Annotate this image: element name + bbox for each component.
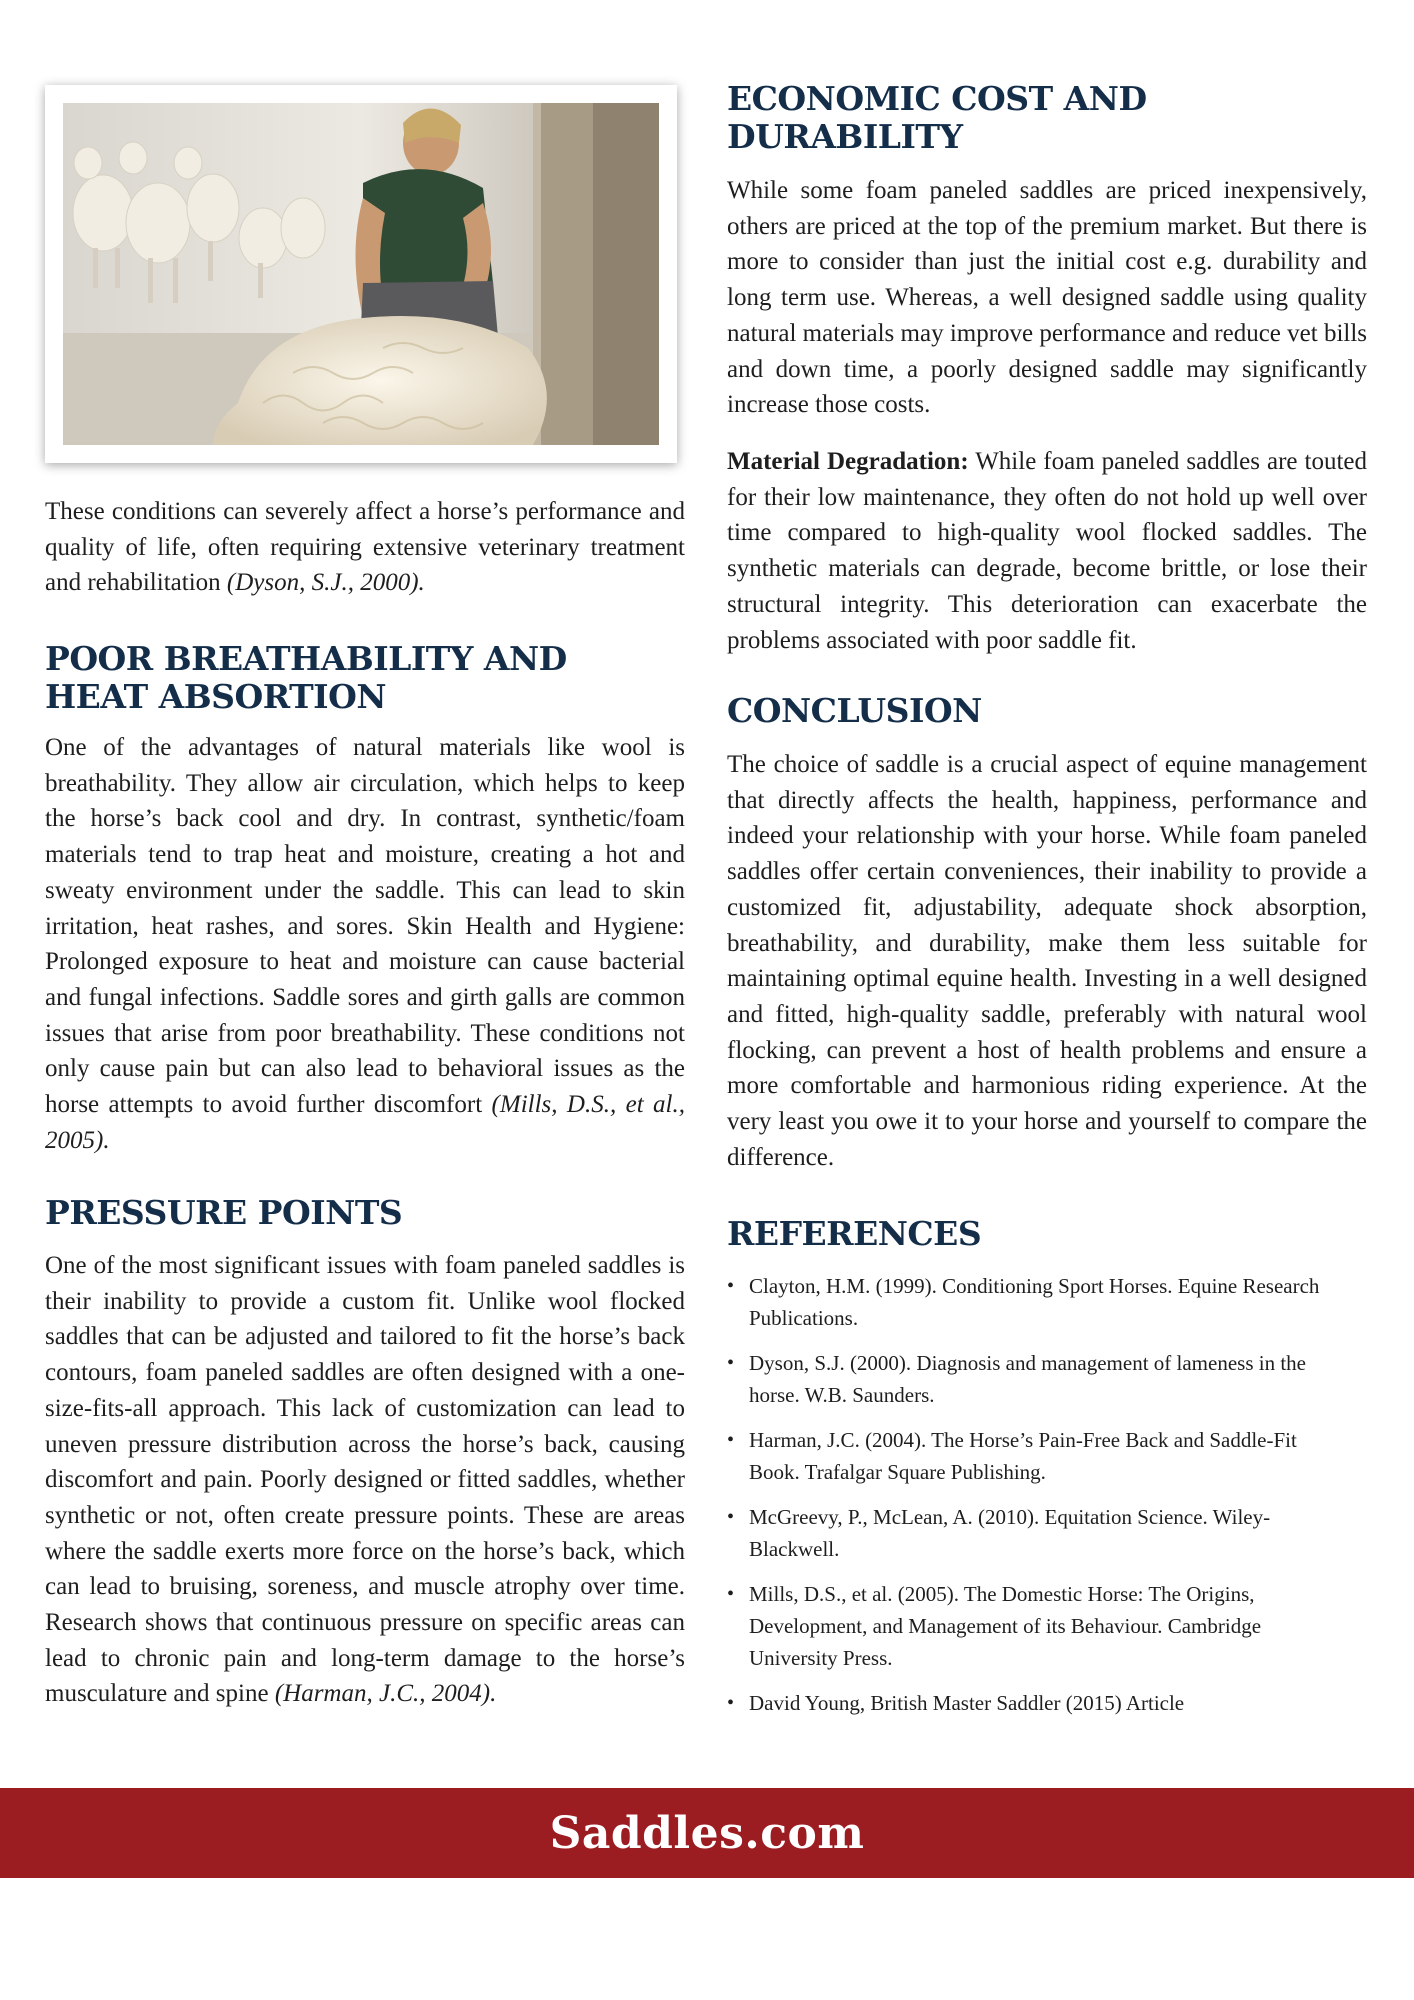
photo-frame (45, 85, 677, 463)
pressure-paragraph (45, 1248, 685, 1712)
reference-item: • Dyson, S.J. (2000). Diagnosis and management of lameness in the horse. W.B. Saunders. (727, 1347, 1327, 1411)
heading-references: REFERENCES (727, 1214, 982, 1253)
footer-brand[interactable]: Saddles.com (549, 1807, 865, 1859)
heading-economic-line2: DURABILITY (727, 117, 963, 156)
breathability-citation: (Mills, D.S., et al., 2005). (45, 1091, 685, 1154)
intro-text: These conditions can severely affect a horse’s performance and quality of life, often requiring extensive veterinary treatment and rehabilitation (45, 498, 685, 597)
wool-shearing-photo (63, 103, 659, 445)
economic-paragraph: While some foam paneled saddles are priced inexpensively, others are priced at the top of the premium market. But there is more to consider than just the initial cost e.g. durability and long term use. Whereas, a well designed saddle using quality natural materials may improve performance and reduce vet bills and down time, a poorly designed saddle may significantly increase those costs. (727, 177, 1368, 419)
intro-citation: (Dyson, S.J., 2000). (226, 569, 425, 597)
reference-item: • McGreevy, P., McLean, A. (2010). Equitation Science. Wiley-Blackwell. (727, 1501, 1327, 1565)
references-list (727, 1270, 1327, 1732)
heading-economic-line1: ECONOMIC COST AND (727, 79, 1147, 118)
footer-bar (0, 1788, 1414, 1878)
heading-breathability (45, 640, 567, 716)
breathability-text: One of the advantages of natural materials like wool is breathability. They allow air circulation, which helps to keep the horse’s back cool and dry. In contrast, synthetic/foam materials tend to trap heat and moisture, creating a hot and sweaty environment under the saddle. This can lead to skin irritation, heat rashes, and sores. Skin Health and Hygiene: Prolonged exposure to heat and moisture can cause bacterial and fungal infections. Saddle sores and girth galls are common issues that arise from poor breathability. These conditions not only cause pain but can also lead to behavioral issues as the horse attempts to avoid further discomfort (45, 734, 685, 1119)
reference-item: • Harman, J.C. (2004). The Horse’s Pain-Free Back and Saddle-Fit Book. Trafalgar Square Publishing. (727, 1424, 1327, 1488)
degradation-paragraph (727, 444, 1367, 658)
breathability-paragraph (45, 730, 685, 1158)
heading-pressure-points: PRESSURE POINTS (45, 1193, 403, 1232)
heading-breathability-line2: HEAT ABSORTION (45, 677, 386, 716)
reference-item: • David Young, British Master Saddler (2015) Article (727, 1687, 1327, 1719)
conclusion-paragraph: The choice of saddle is a crucial aspect of equine management that directly affects the health, happiness, performance and indeed your relationship with your horse. While foam paneled saddles offer certain conveniences, their inability to provide a customized fit, adjustability, adequate shock absorption, breathability, and durability, make them less suitable for maintaining optimal equine health. Investing in a well designed and fitted, high-quality saddle, preferably with natural wool flocking, can prevent a host of health problems and ensure a more comfortable and harmonious riding experience. At the very least you owe it to your horse and yourself to compare the difference. (727, 751, 1367, 1171)
degradation-lead: Material Degradation: (727, 448, 969, 475)
pressure-citation: (Harman, J.C., 2004). (274, 1680, 497, 1708)
pressure-text: One of the most significant issues with foam paneled saddles is their inability to provide a custom fit. Unlike wool flocked saddles that can be adjusted and tailored to fit the horse’s back contours, foam paneled saddles are often designed with a one-size-fits-all approach. This lack of customization can lead to uneven pressure distribution across the horse’s back, causing discomfort and pain. Poorly designed or fitted saddles, whether synthetic or not, often create pressure points. These are areas where the saddle exerts more force on the horse’s back, which can lead to bruising, soreness, and muscle atrophy over time. Research shows that continuous pressure on specific areas can lead to chronic pain and long-term damage to the horse’s musculature and spine (45, 1252, 685, 1708)
reference-item: • Clayton, H.M. (1999). Conditioning Sport Horses. Equine Research Publications. (727, 1270, 1327, 1334)
heading-conclusion: CONCLUSION (727, 691, 982, 730)
reference-item: • Mills, D.S., et al. (2005). The Domestic Horse: The Origins, Development, and Management of its Behaviour. Cambridge University Press. (727, 1578, 1327, 1674)
degradation-text: While foam paneled saddles are touted for their low maintenance, they often do not hold up well over time compared to high-quality wool flocked saddles. The synthetic materials can degrade, become brittle, or lose their structural integrity. This deterioration can exacerbate the problems associated with poor saddle fit. (727, 448, 1367, 654)
intro-paragraph (45, 494, 685, 601)
heading-economic (727, 80, 1147, 156)
heading-breathability-line1: POOR BREATHABILITY AND (45, 639, 567, 678)
